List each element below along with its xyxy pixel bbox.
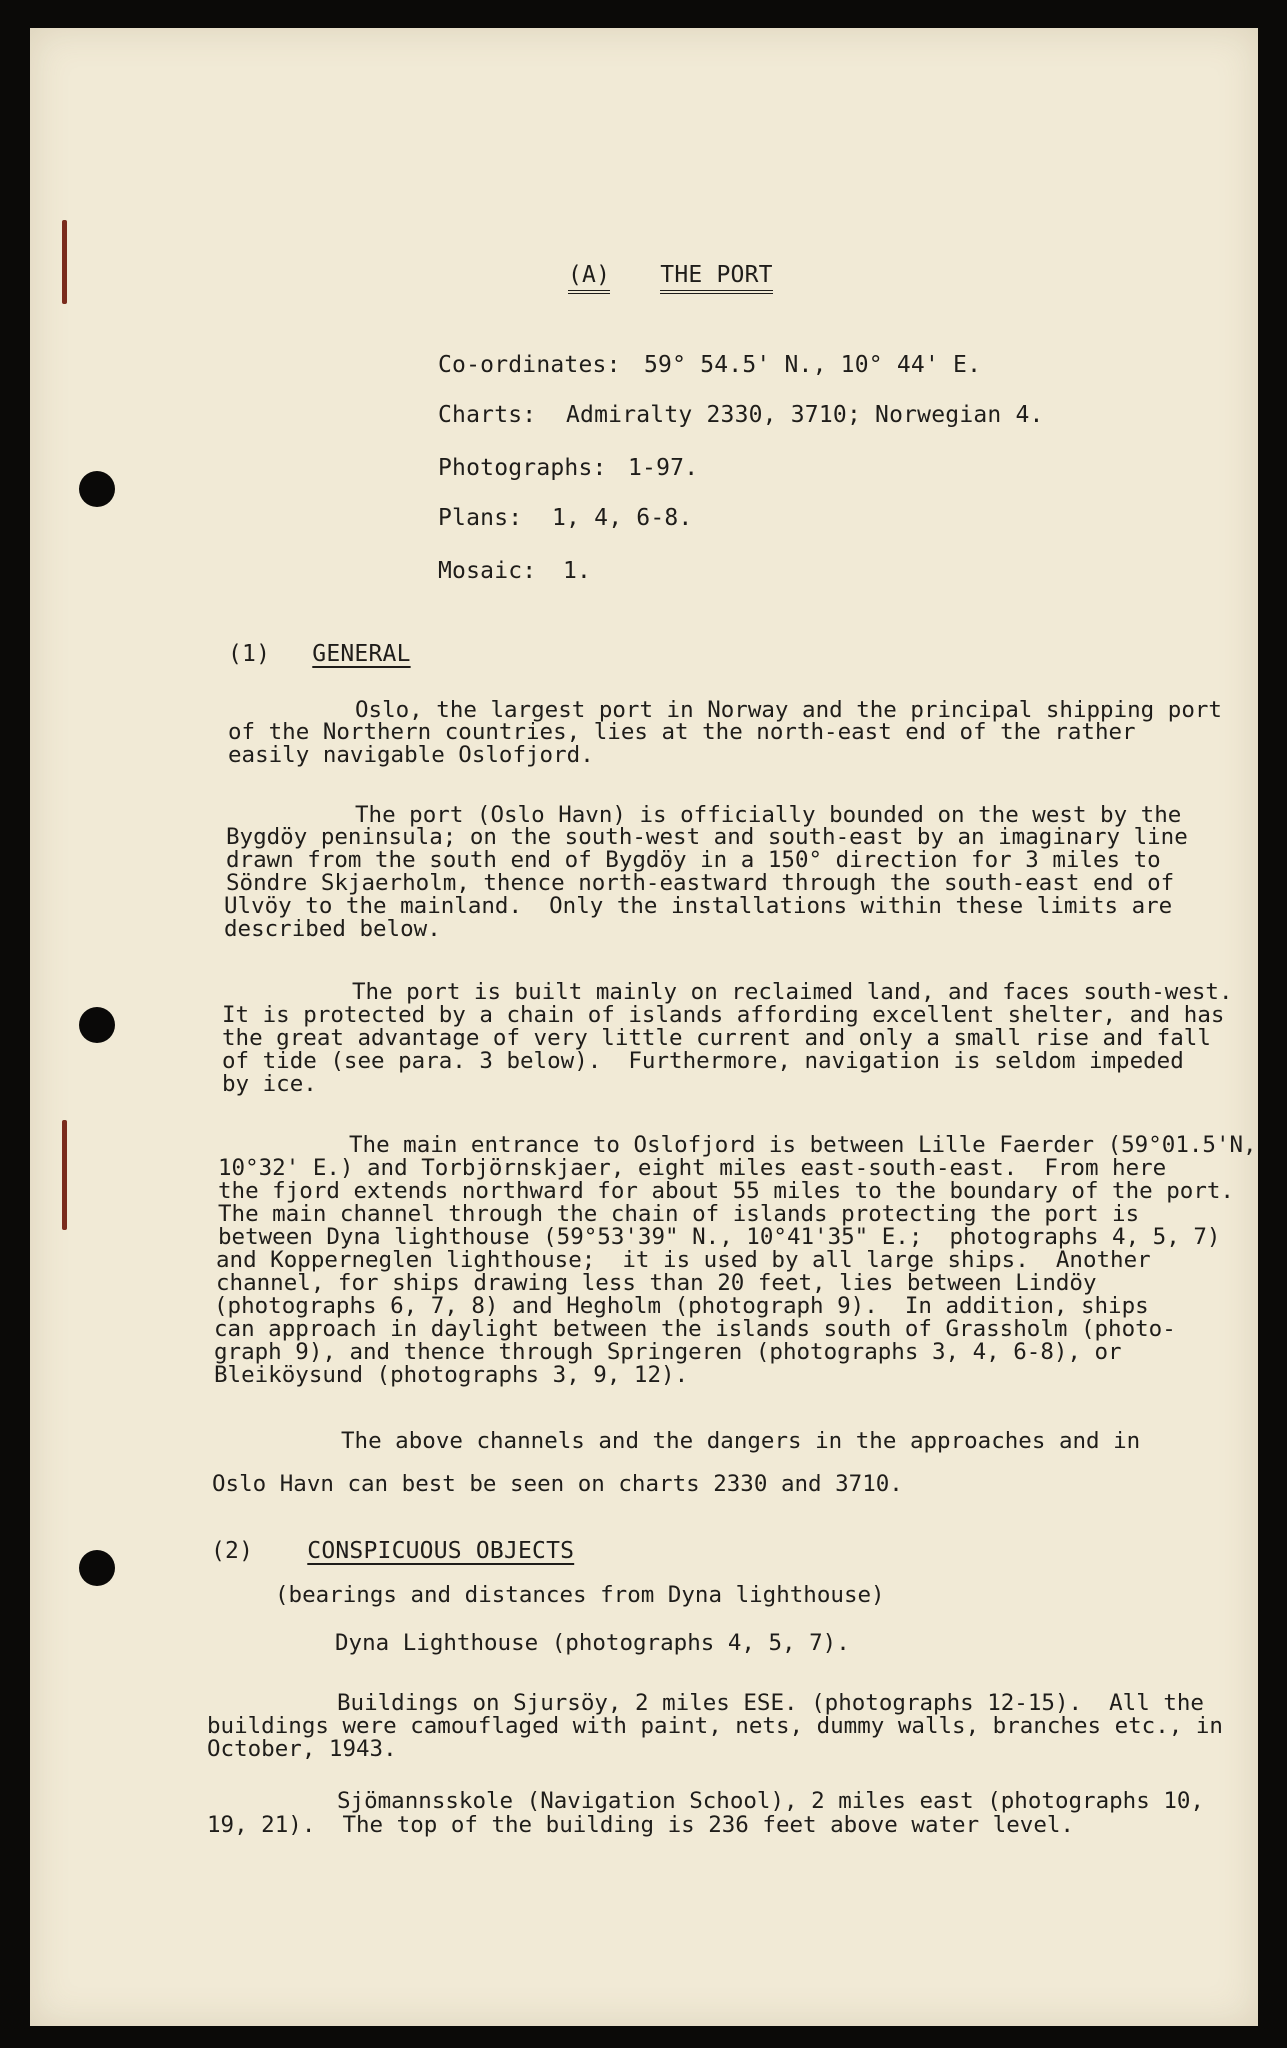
text-line: the fjord extends northward for about 55 miles to the boundary of the port. (218, 1178, 1234, 1204)
section-2-title: CONSPICUOUS OBJECTS (307, 1538, 575, 1564)
detail-mosaic-value: 1. (563, 558, 592, 584)
text-line: Buildings on Sjursöy, 2 miles ESE. (photographs 12-15). All the (337, 1690, 1204, 1716)
text-line: between Dyna lighthouse (59°53'39" N., 10°41'35" E.; photographs 4, 5, 7) (218, 1224, 1221, 1250)
punch-hole (79, 471, 115, 507)
text-line: The above channels and the dangers in the approaches and in (341, 1428, 1141, 1454)
text-line: by ice. (222, 1071, 317, 1097)
text-line: Bygdöy peninsula; on the south-west and south-east by an imaginary line (226, 824, 1188, 850)
text-line: 10°32' E.) and Torbjörnskjaer, eight miles east-south-east. From here (218, 1155, 1167, 1181)
text-line: It is protected by a chain of islands affording excellent shelter, and has (222, 1002, 1225, 1028)
text-line: and Kopperneglen lighthouse; it is used by all large ships. Another (216, 1247, 1151, 1273)
heading-label: (A) (568, 262, 610, 294)
heading-title: THE PORT (660, 262, 772, 294)
text-line: of the Northern countries, lies at the north-east end of the rather (228, 719, 1136, 745)
text-line: of tide (see para. 3 below). Furthermore, navigation is seldom impeded (222, 1048, 1184, 1074)
text-line: Oslo Havn can best be seen on charts 2330 and 3710. (212, 1471, 903, 1497)
section-1-title: GENERAL (312, 641, 411, 667)
detail-plans-key: Plans: (438, 505, 523, 531)
text-line: buildings were camouflaged with paint, nets, dummy walls, branches etc., in (207, 1713, 1223, 1739)
text-line: easily navigable Oslofjord. (228, 742, 594, 768)
section-2-heading (211, 1538, 574, 1564)
text-line: drawn from the south end of Bygdöy in a 150° direction for 3 miles to (226, 847, 1161, 873)
text-line: 19, 21). The top of the building is 236 feet above water level. (207, 1812, 1074, 1838)
detail-coordinates-value: 59° 54.5' N., 10° 44' E. (644, 352, 982, 378)
heading (568, 262, 773, 288)
text-line: The port (Oslo Havn) is officially bounded on the west by the (355, 802, 1182, 828)
detail-mosaic-key: Mosaic: (438, 558, 537, 584)
text-line: October, 1943. (207, 1736, 397, 1762)
detail-photographs-value: 1-97. (628, 455, 699, 481)
detail-charts-key: Charts: (438, 402, 537, 428)
punch-hole (79, 1007, 115, 1043)
text-line: The port is built mainly on reclaimed land, and faces south-west. (352, 979, 1233, 1005)
text-line: graph 9), and thence through Springeren (photographs 3, 4, 6-8), or (214, 1339, 1122, 1365)
detail-plans-value: 1, 4, 6-8. (552, 505, 693, 531)
text-line: Ulvöy to the mainland. Only the installations within these limits are (224, 893, 1173, 919)
text-line: Oslo, the largest port in Norway and the principal shipping port (355, 697, 1222, 723)
tape-mark (62, 1120, 67, 1230)
section-1-number: (1) (228, 641, 271, 667)
text-line: Bleiköysund (photographs 3, 9, 12). (214, 1362, 689, 1388)
section-2-subtitle: (bearings and distances from Dyna lighthouse) (275, 1582, 885, 1608)
text-line: the great advantage of very little current and only a small rise and fall (222, 1025, 1211, 1051)
text-line: The main entrance to Oslofjord is between Lille Faerder (59°01.5'N, (349, 1132, 1257, 1158)
section-1-heading (228, 641, 411, 667)
text-line: can approach in daylight between the islands south of Grassholm (photo- (214, 1316, 1176, 1342)
text-line: Söndre Skjaerholm, thence north-eastward through the south-east end of (226, 870, 1175, 896)
text-line: (photographs 6, 7, 8) and Hegholm (photograph 9). In addition, ships (214, 1293, 1149, 1319)
section-2-paragraph-1: Dyna Lighthouse (photographs 4, 5, 7). (335, 1630, 850, 1656)
text-line: described below. (224, 916, 441, 942)
text-line: channel, for ships drawing less than 20 feet, lies between Lindöy (216, 1270, 1097, 1296)
tape-mark (62, 220, 67, 304)
text-line: Sjömannsskole (Navigation School), 2 miles east (photographs 10, (337, 1788, 1204, 1814)
detail-coordinates-key: Co-ordinates: (438, 352, 621, 378)
detail-charts-value: Admiralty 2330, 3710; Norwegian 4. (566, 402, 1044, 428)
punch-hole (79, 1550, 115, 1586)
section-2-number: (2) (211, 1538, 254, 1564)
detail-photographs-key: Photographs: (438, 455, 607, 481)
text-line: The main channel through the chain of islands protecting the port is (218, 1201, 1140, 1227)
